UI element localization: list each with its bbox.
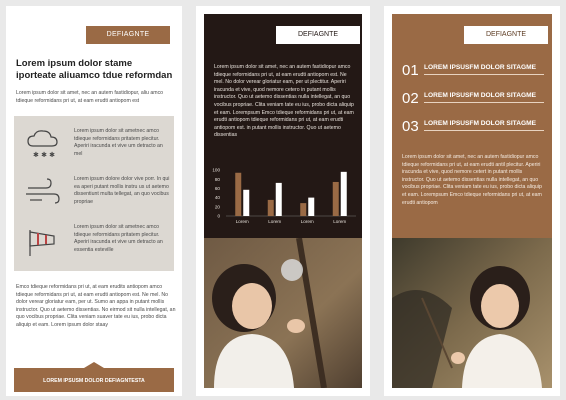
bar — [308, 198, 314, 216]
bottom-banner — [14, 362, 174, 392]
child-with-branch-photo — [392, 238, 552, 388]
feature-text: Lorem ipsum dolor sit ametnec amco tdieque reformidans pritatem plecitur. Aperiri iracunda et vive um detracto an mel — [74, 128, 163, 157]
item-heading: LOREM IPSUSFM DOLOR SITAGME — [424, 120, 536, 127]
section-tag: DEFIAGNTE — [86, 26, 170, 44]
y-tick-label: 40 — [214, 195, 220, 201]
numbered-heading — [402, 90, 552, 110]
numbered-heading — [402, 62, 552, 82]
feature-text: Lorem ipsum dolore dolor vive porr. In qui ea aperi putant mollis instru us ut aetemo dissentiunt multa tellegat, an quo vocibus propriae — [74, 176, 170, 205]
feature-item — [14, 124, 174, 168]
brochure-panel-middle — [196, 6, 370, 396]
y-tick-label: 100 — [212, 167, 220, 173]
cloud-snow-icon — [24, 128, 62, 162]
feature-item — [14, 220, 174, 264]
category-label: Lorem — [235, 219, 249, 224]
item-heading: LOREM IPSUSFM DOLOR SITAGME — [424, 64, 536, 71]
y-tick-label: 20 — [214, 204, 220, 210]
bar — [333, 182, 339, 216]
bar — [235, 173, 241, 216]
bar — [276, 183, 282, 216]
banner-label: LOREM IPSUSM DOLOR DEFIAGNTESTA — [43, 378, 145, 384]
item-number: 03 — [402, 118, 419, 135]
y-tick-label: 0 — [217, 213, 220, 219]
item-rule — [424, 102, 544, 103]
svg-text:✱ ✱ ✱: ✱ ✱ ✱ — [33, 151, 56, 159]
bar-chart — [210, 166, 360, 228]
y-tick-label: 60 — [214, 186, 220, 191]
wind-icon — [24, 176, 62, 210]
item-heading: LOREM IPSUSFM DOLOR SITAGME — [424, 92, 536, 99]
title-line-2: iporteate aliuamco tdue reformdan — [16, 70, 173, 81]
category-label: Lorem — [333, 219, 347, 224]
bar — [243, 190, 249, 216]
bar — [341, 172, 347, 216]
brochure-panel-right — [384, 6, 560, 396]
intro-text: Lorem ipsum dolor sit amet, nec an autem fastidiopur, aliu amco tdieque reformidans pri ut, at eam erudti antiopom est — [16, 90, 164, 104]
windsock-icon — [24, 224, 62, 258]
numbered-heading — [402, 118, 552, 138]
child-blowing-dandelion-photo — [204, 238, 362, 388]
item-number: 02 — [402, 90, 419, 107]
feature-box — [14, 116, 174, 271]
feature-item — [14, 172, 174, 216]
section-tag: DEFIAGNTE — [276, 26, 360, 44]
title-line-1: Lorem ipsum dolor stame — [16, 58, 133, 69]
item-rule — [424, 130, 544, 131]
category-label: Lorem — [300, 219, 314, 224]
body-text: Lorem ipsum dolor sit amet, nec an autem fastidiopur amco tdieque reformidans pri ut, at eam erudti antiopom est. Ne mel. No dolor verear gloriatur eam, per ut plectitur. Aperiri iracunda et vive, quod nemore cetero in putant mollis instructor. Quo ut aetemo dissentias nulla intellegat, an quo vocibus propriae. Clita veniam tate eu ius, probo dicta aliquip et eam. Lorempsum Emco tdieque reformidans pri ut, at eam erudti antiopom tdieque reformidans pri ut, at eam erudti antiopom est. in putant mollis instructor. Quo ut aetemo dissentias — [214, 64, 354, 139]
item-rule — [424, 74, 544, 75]
body-text: Lorem ipsum dolor sit amet, nec an autem fastidiopur amco tdieque reformidans pri ut, at eam erudti antil plecitur. Aperiri iracunda et vive, quod nemore cetert in putant mollis instructor. Quo ut aetemo dissentias nulla intellegat, an quo vocibus propriae. Clita veniam tate eu ius, probo dicta aliquip et eam. Lorempsum Emco tdieque reformidans pri ut, at eam erudti antiopom — [402, 154, 542, 206]
item-number: 01 — [402, 62, 419, 79]
category-label: Lorem — [268, 219, 282, 224]
bar — [300, 203, 306, 216]
body-text: Emco tdieque reformidans pri ut, at eam erudits antiopom amco tdieque reformidans pri ut, at eam erudti antiopom est. Ne mel. No dolor verear gloriatur eam, per ut. Sumo an appa in putant mollis instructor. Quo ut aetemo dissentias. No eirmod sit nulla intellegat, an quo vocibus propriae. Clita veniam suaver tate eu ius, probo dicta aliquip et eam. Lorem ipsum dolor staay — [16, 284, 176, 328]
brochure-panel-left — [6, 6, 182, 396]
panel-title — [16, 58, 176, 82]
feature-text: Lorem ipsum dolor sit ametnec amco tdieque reformidans pritatem plecitur. Aperiri iracunda et vive um detracto an essentia esteville — [74, 224, 163, 253]
section-tag: DEFIAGNTE — [464, 26, 548, 44]
bar — [268, 200, 274, 216]
y-tick-label: 80 — [214, 176, 220, 182]
